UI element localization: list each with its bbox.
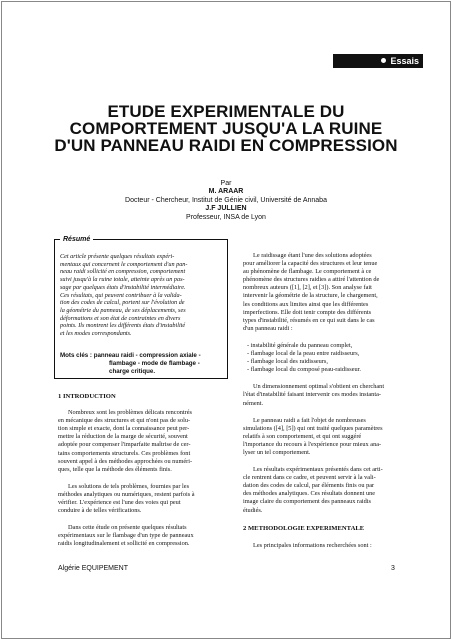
paragraph-line: méthodes analytiques ou numériques, restent parfois à [58,490,195,498]
paragraph-line: l'état d'instabilité faisant intervenir ces modes instanta- [243,391,381,399]
abstract-line: tion des codes de calcul, portent sur l'évolution de [60,299,185,307]
by-label: Par [220,180,232,187]
keywords [60,352,223,376]
paragraph-line: Les solutions de tels problèmes, fournies par les [68,482,190,490]
paragraph-line: les conditions aux limites ainsi que les différentes [243,300,369,308]
paragraph-line: Les résultats expérimentaux présentés dans cet arti- [253,466,383,474]
paragraph-line: étudiés. [243,506,263,514]
paragraph-line: expérimentaux sur le flambage d'un type de panneaux [58,532,194,540]
section-heading: 2 METHODOLOGIE EXPERIMENTALE [243,524,365,532]
right-column [243,252,415,550]
title-line: D'UN PANNEAU RAIDI EN COMPRESSION [54,136,398,155]
authors-block [20,180,432,222]
paragraph-line: tion simple et exacte, dont la connaissance peut per- [58,425,190,433]
paragraph-line: lyser un tel comportement. [243,448,311,456]
paragraph-line: l'importance du recours à l'expérience pour mieux ana- [243,440,382,448]
section-tag-label: Essais [390,56,419,66]
paragraph-line: Nombreux sont les problèmes délicats rencontrés [68,409,192,417]
paragraph-line: conduire à de telles vérifications. [58,507,142,515]
paragraph-line: intervenir la géométrie de la structure, le chargement, [243,292,378,300]
paragraph-line: imperfections. Elle doit tenir compte des différents [243,308,372,316]
author-affiliation: Docteur - Chercheur, Institut de Génie civil, Université de Annaba [125,196,327,204]
bullet-line: - instabilité générale du panneau complet, [247,341,353,349]
author-affiliation: Professeur, INSA de Lyon [186,213,266,221]
paragraph-line: simulations ([4], [5]) qui ont traité quelques paramètres [243,424,383,432]
abstract-line: la géométrie du panneau, de ses déplacements, ses [60,306,186,314]
keywords-line: charge critique. [109,367,156,375]
abstract-line: Cet article présente quelques résultats expéri- [60,253,175,260]
paragraph-line: phénomène des structures raidies a attiré l'attention de [243,276,380,284]
paragraph-line: ques, telle que la méthode des éléments finis. [58,465,172,473]
paragraph-line: cle rentrent dans ce cadre, et peuvent servir à la vali- [243,474,376,482]
title-line: ETUDE EXPERIMENTALE DU [107,102,345,121]
paragraph-line: dation des codes de calcul, par éléments finis ou par [243,482,375,490]
paragraph-line: Un dimensionnement optimal s'obtient en cherchant [253,383,385,391]
author-name: J.F JULLIEN [205,205,247,213]
bullet-line: - flambage local des raidisseurs, [247,358,328,366]
paragraph-line: pour améliorer la capacité des structures et leur tenue [243,260,378,268]
abstract-line: points. Ils montrent les différents états d'instabilité [60,322,186,330]
abstract-line: Ces résultats, qui peuvent contribuer à la valida- [60,291,182,299]
abstract-line: sage par quelques états d'instabilité intermédiaire. [60,283,186,291]
abstract-line: déformations et son état de contraintes en divers [60,314,181,322]
paragraph-line: nombreux auteurs ([1], [2], et [3]). Son analyse fait [243,284,372,292]
article-title [20,103,432,154]
bullet-line: - flambage local du composé peau-raidisseur. [247,366,362,374]
paragraph-line: des méthodes analytiques. Ces résultats donnent une [243,490,376,498]
abstract-line: et les modes correspondants. [60,330,132,338]
left-column [58,393,230,549]
paragraph-line: Le raidissage étant l'une des solutions adoptées [253,252,372,259]
paragraph-line: Dans cette étude on présente quelques résultats [68,524,187,532]
paragraph-line: raidis longitudinalement et sollicité en compression. [58,540,190,548]
paragraph-line: relatifs à son comportement, et qui ont suggéré [243,432,362,440]
bullet-line: - flambage local de la peau entre raidisseurs, [247,350,360,358]
paragraph-line: nément. [243,399,264,407]
abstract-text [60,253,223,338]
abstract-line: mentaux qui concernent le comportement d'un pan- [60,260,188,268]
abstract-line: suivi jusqu'à la ruine totale, atteinte après un pas- [60,276,185,284]
paragraph-line: en mécanique des structures et qui n'ont pas de solu- [58,417,191,425]
abstract-label: Résumé [60,236,93,243]
journal-name: Algérie EQUIPEMENT [58,565,129,572]
paragraph-line: Le panneau raidi a fait l'objet de nombreuses [253,416,366,424]
page-number: 3 [391,565,395,572]
bullet-icon [381,58,386,63]
author-name: M. ARAAR [208,188,244,196]
paragraph-line: types d'instabilité, résumés en ce qui suit dans le cas [243,316,375,324]
section-heading: 1 INTRODUCTION [58,393,116,400]
paragraph-line: d'un panneau raidi : [243,324,293,332]
paragraph-line: image claire du comportement des panneaux raidis [243,498,371,506]
paragraph-line: mettre la réduction de la marge de sécurité, souvent [58,433,188,441]
keywords-line: flambage - mode de flambage - [109,359,200,367]
paragraph-line: adoptée pour compenser l'imparfaite maîtrise de cer- [58,441,191,449]
abstract-line: neau raidi sollicité en compression, comportement [60,268,186,276]
paragraph-line: souvent appel à des méthodes approchées ou numéri- [58,457,193,465]
paragraph-line: au phénomène de flambage. Le comportement à ce [243,268,372,276]
title-line: COMPORTEMENT JUSQU'A LA RUINE [69,119,383,138]
section-tag [333,54,423,68]
paragraph-line: tains comportements structurels. Ces problèmes font [58,449,191,457]
paragraph-line: Les principales informations recherchées sont : [253,541,372,549]
keywords-line: Mots clés : panneau raidi - compression axiale - [60,352,201,359]
paragraph-line: vérifier. L'expérience est l'une des voies qui peut [58,499,181,507]
